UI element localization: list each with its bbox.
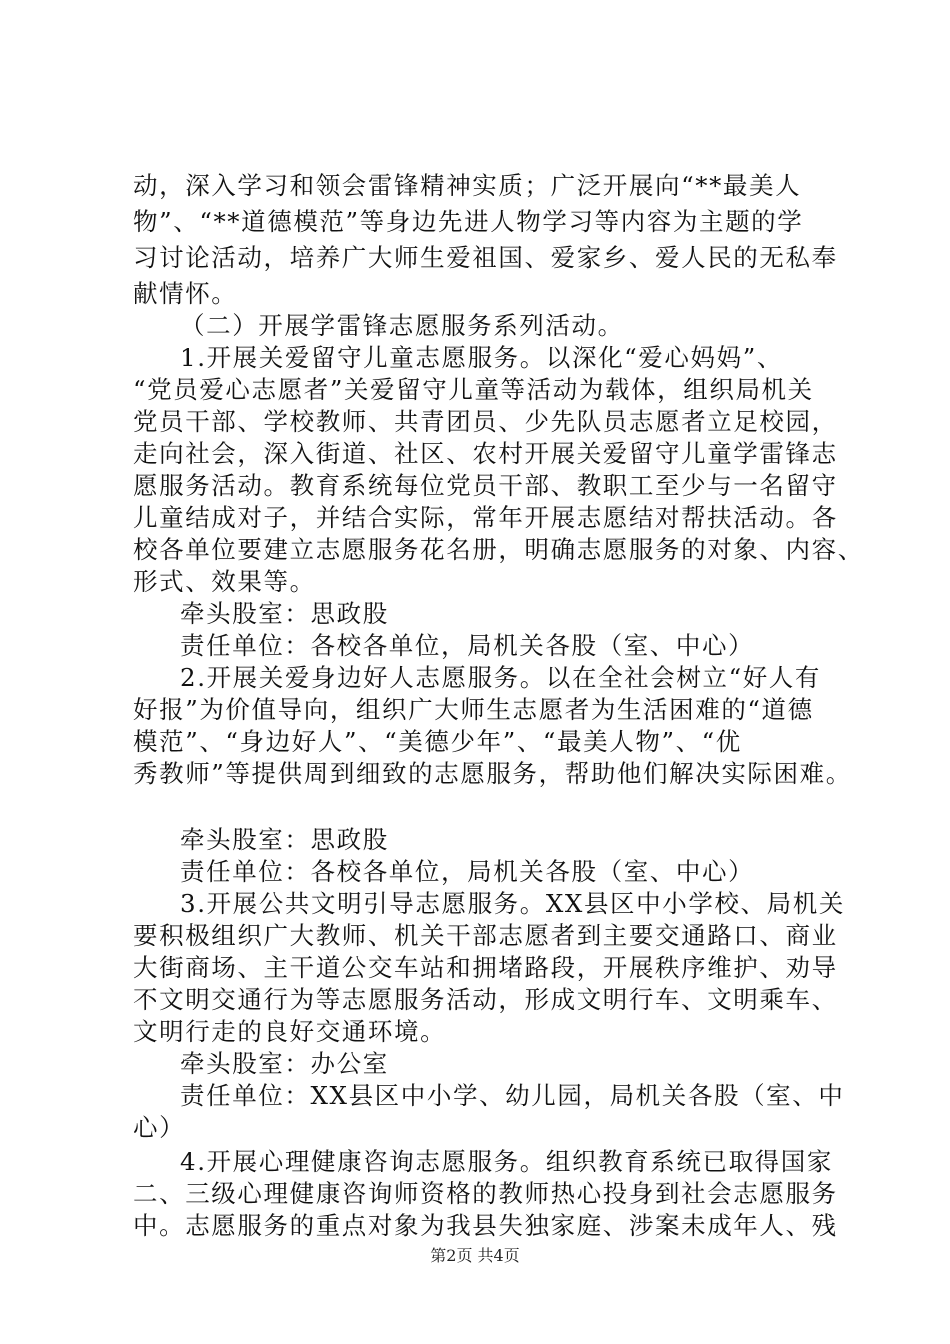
- responsible-unit-line: 责任单位：各校各单位，局机关各股（室、中心）: [180, 857, 755, 886]
- text-line: 形式、效果等。: [133, 567, 316, 596]
- text-line: 好报”为价值导向，组织广大师生志愿者为生活困难的“道德: [133, 695, 814, 724]
- page-number: 第2页 共4页: [430, 1246, 520, 1265]
- text-line: 校各单位要建立志愿服务花名册，明确志愿服务的对象、内容、: [133, 535, 864, 564]
- text-line: 中。志愿服务的重点对象为我县失独家庭、涉案未成年人、残: [133, 1211, 838, 1240]
- text-line: 要积极组织广大教师、机关干部志愿者到主要交通路口、商业: [133, 921, 838, 950]
- text-line: 文明行走的良好交通环境。: [133, 1017, 447, 1046]
- responsible-unit-line: 责任单位：XX县区中小学、幼儿园，局机关各股（室、中: [180, 1081, 845, 1110]
- lead-office-line: 牵头股室：思政股: [180, 825, 389, 854]
- text-line: “党员爱心志愿者”关爱留守儿童等活动为载体，组织局机关: [133, 375, 814, 404]
- responsible-unit-line: 责任单位：各校各单位，局机关各股（室、中心）: [180, 631, 755, 660]
- section-heading: （二）开展学雷锋志愿服务系列活动。: [180, 311, 624, 340]
- text-line: 动，深入学习和领会雷锋精神实质；广泛开展向“**最美人: [133, 171, 802, 200]
- text-line: 习讨论活动，培养广大师生爱祖国、爱家乡、爱人民的无私奉: [133, 243, 838, 272]
- text-line: 秀教师”等提供周到细致的志愿服务，帮助他们解决实际困难。: [133, 759, 852, 788]
- text-line: 3.开展公共文明引导志愿服务。XX县区中小学校、局机关: [180, 889, 845, 918]
- text-line: 走向社会，深入街道、社区、农村开展关爱留守儿童学雷锋志: [133, 439, 838, 468]
- text-line: 1.开展关爱留守儿童志愿服务。以深化“爱心妈妈”、: [180, 343, 783, 372]
- text-line: 心）: [133, 1113, 186, 1142]
- text-line: 4.开展心理健康咨询志愿服务。组织教育系统已取得国家: [180, 1147, 833, 1176]
- text-line: 模范”、“身边好人”、“美德少年”、“最美人物”、“优: [133, 727, 742, 756]
- lead-office-line: 牵头股室：思政股: [180, 599, 389, 628]
- text-line: 党员干部、学校教师、共青团员、少先队员志愿者立足校园，: [133, 407, 838, 436]
- text-line: 儿童结成对子，并结合实际，常年开展志愿结对帮扶活动。各: [133, 503, 838, 532]
- text-line: 二、三级心理健康咨询师资格的教师热心投身到社会志愿服务: [133, 1179, 838, 1208]
- text-line: 物”、“**道德模范”等身边先进人物学习等内容为主题的学: [133, 207, 804, 236]
- text-line: 不文明交通行为等志愿服务活动，形成文明行车、文明乘车、: [133, 985, 838, 1014]
- lead-office-line: 牵头股室：办公室: [180, 1049, 389, 1078]
- text-line: 愿服务活动。教育系统每位党员干部、教职工至少与一名留守: [133, 471, 838, 500]
- text-line: 2.开展关爱身边好人志愿服务。以在全社会树立“好人有: [180, 663, 821, 692]
- text-line: 大街商场、主干道公交车站和拥堵路段，开展秩序维护、劝导: [133, 953, 838, 982]
- text-line: 献情怀。: [133, 279, 238, 308]
